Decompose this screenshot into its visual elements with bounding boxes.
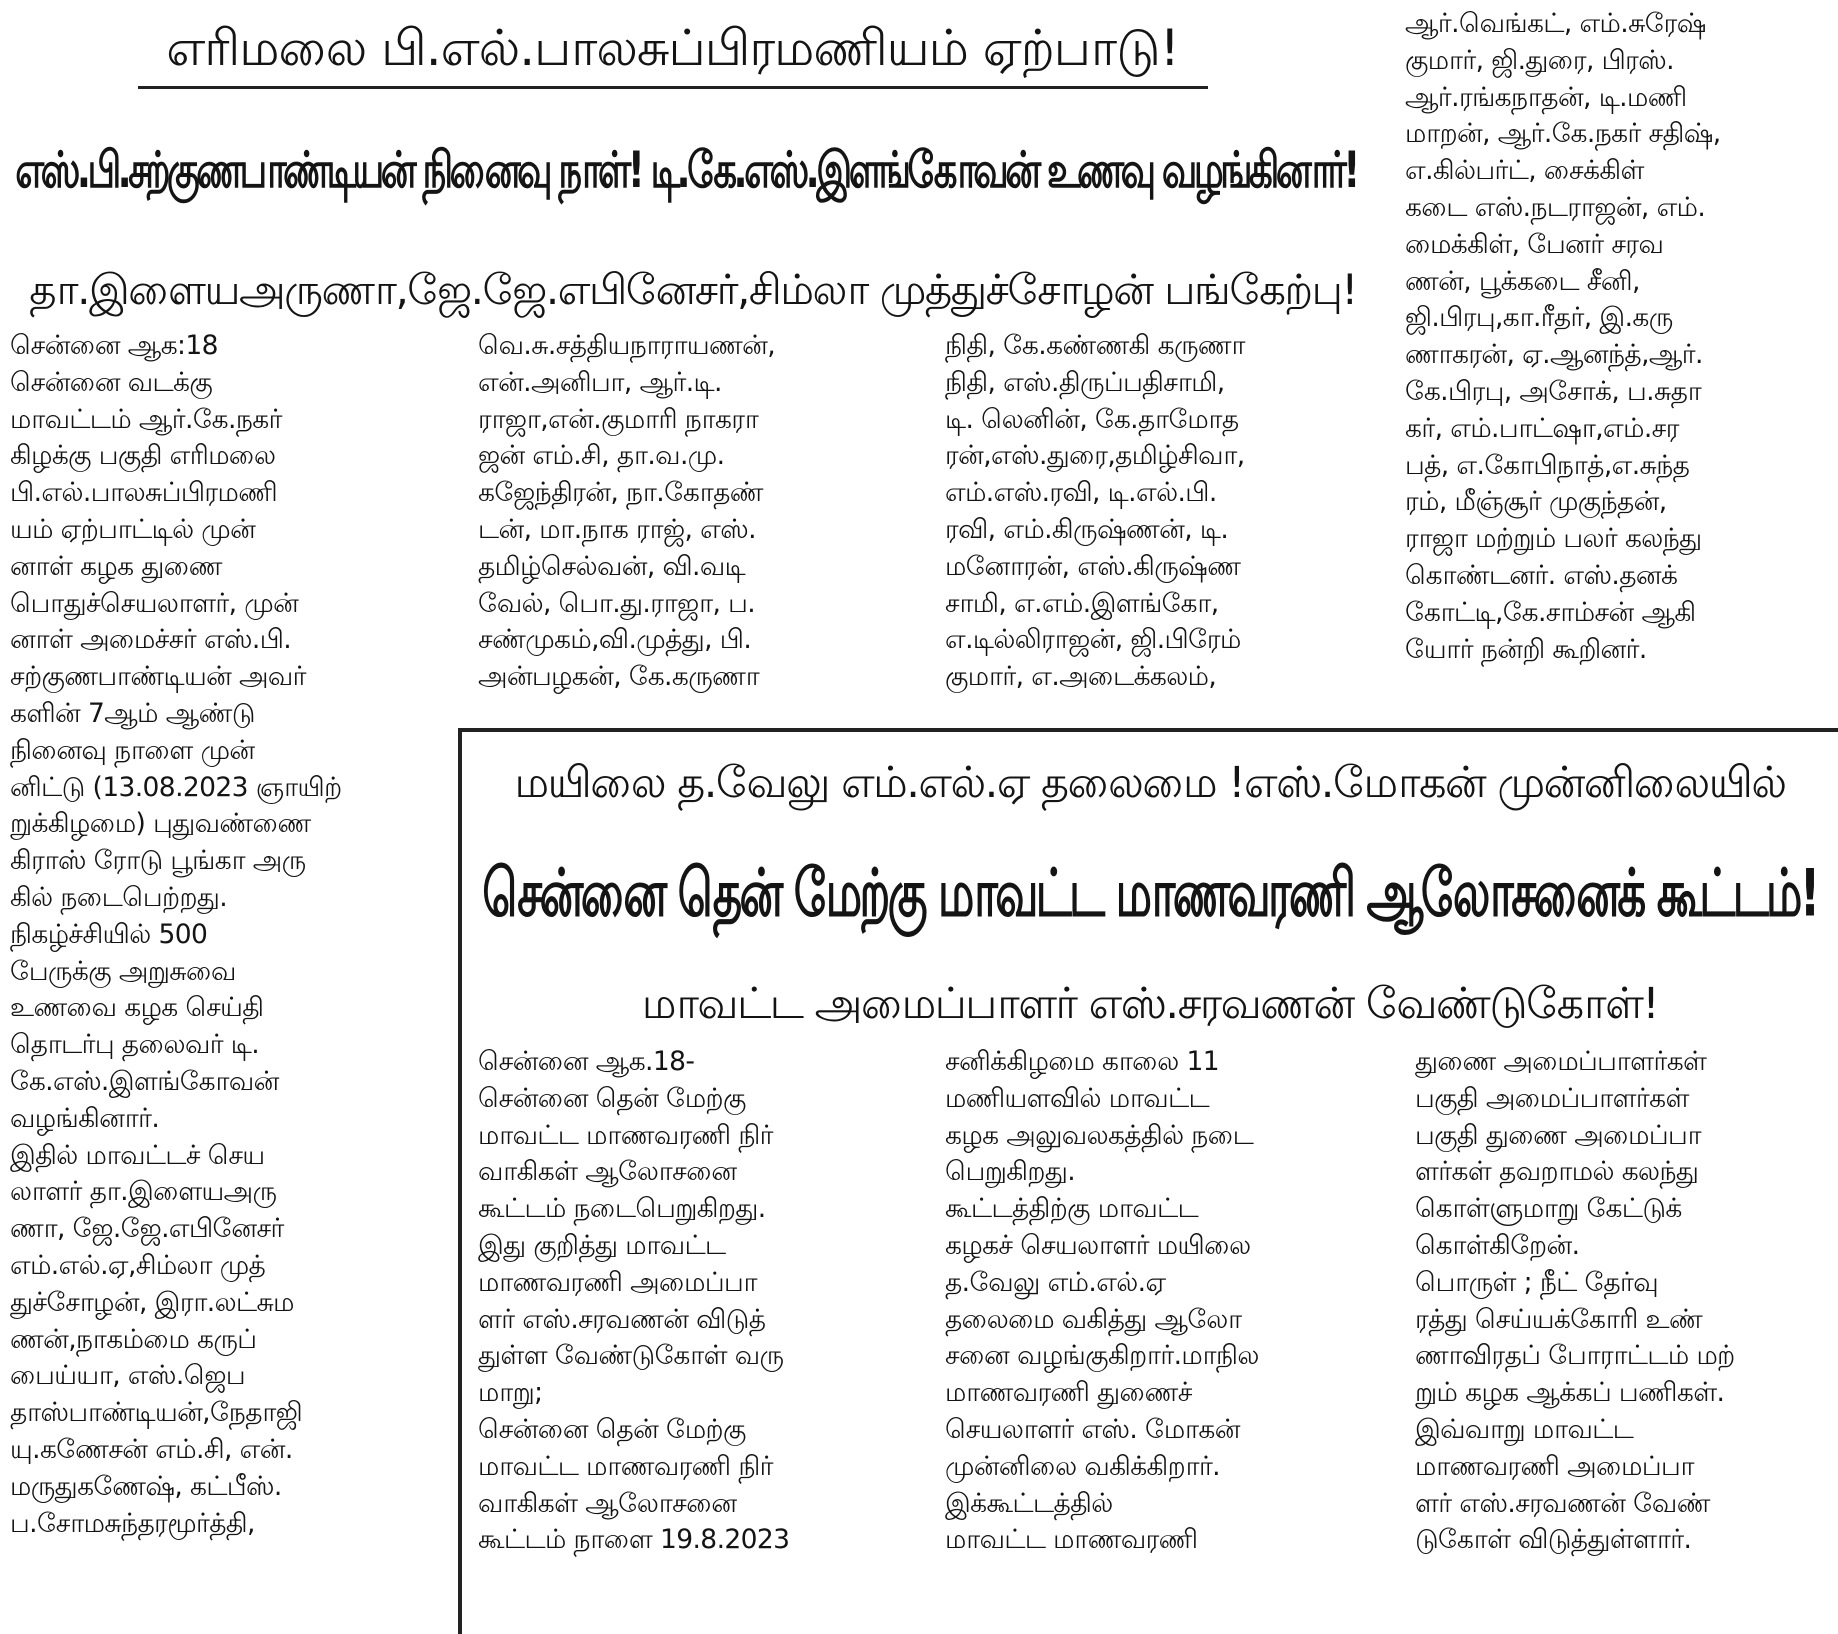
body-text-line: யு.கணேசன் எம்.சி, என். bbox=[10, 1433, 293, 1465]
body-text-line: கடை எஸ்.நடராஜன், எம். bbox=[1405, 191, 1706, 223]
body-text-line: லாளர் தா.இளையஅரு bbox=[10, 1176, 277, 1208]
body-text-line: கோட்டி,கே.சாம்சன் ஆகி bbox=[1405, 596, 1696, 628]
body-text-line: முன்னிலை வகிக்கிறார். bbox=[945, 1450, 1221, 1482]
body-text-line: ளர்கள் தவறாமல் கலந்து bbox=[1415, 1156, 1699, 1188]
body-text-line: மனோரன், எஸ்.கிருஷ்ண bbox=[945, 550, 1241, 582]
story2-box-top-border bbox=[458, 728, 1838, 732]
body-text-line: னாள் அமைச்சர் எஸ்.பி. bbox=[10, 624, 292, 656]
body-text-line: ஆர்.ரங்கநாதன், டி.மணி bbox=[1405, 81, 1687, 113]
body-text-line: மணியளவில் மாவட்ட bbox=[945, 1082, 1210, 1114]
body-text-line: அன்பழகன், கே.கருணா bbox=[478, 661, 760, 693]
body-text-line: மருதுகணேஷ், கட்பீஸ். bbox=[10, 1470, 282, 1502]
body-text-line: செயலாளர் எஸ். மோகன் bbox=[945, 1413, 1240, 1445]
body-text-line: னாள் கழக துணை bbox=[10, 550, 222, 582]
body-text-line: டி. லெனின், கே.தாமோத bbox=[945, 403, 1239, 435]
body-text-line: ஜன் எம்.சி, தா.வ.மு. bbox=[478, 440, 725, 472]
body-text-line: பெறுகிறது. bbox=[945, 1156, 1076, 1188]
body-text-line: கில் நடைபெற்றது. bbox=[10, 881, 228, 913]
body-text-line: சென்னை ஆக.18- bbox=[478, 1046, 695, 1077]
body-text-line: கொள்ளுமாறு கேட்டுக் bbox=[1415, 1193, 1682, 1225]
body-text-line: தலைமை வகித்து ஆலோ bbox=[945, 1303, 1242, 1335]
story1-subhead: தா.இளையஅருணா,ஜே.ஜே.எபினேசர்,சிம்லா முத்துச்சோழன் பங்கேற்பு! bbox=[29, 265, 1357, 314]
story1-column-3 bbox=[945, 328, 1365, 708]
body-text-line: ணன், பூக்கடை சீனி, bbox=[1405, 265, 1640, 297]
body-text-line: எம்.எஸ்.ரவி, டி.எல்.பி. bbox=[945, 477, 1217, 509]
body-text-line: கொள்கிறேன். bbox=[1415, 1229, 1580, 1261]
body-text-line: மாவட்ட மாணவரணி நிர் bbox=[478, 1119, 773, 1151]
body-text-line: சென்னை ஆக:18 bbox=[10, 330, 218, 361]
body-text-line: சனை வழங்குகிறார்.மாநில bbox=[945, 1340, 1259, 1372]
body-text-line: உணவை கழக செய்தி bbox=[10, 992, 264, 1024]
story1-kicker-rule bbox=[138, 86, 1208, 89]
body-text-line: ணன்,நாகம்மை கருப் bbox=[10, 1323, 257, 1355]
body-text-line: ணாகரன், ஏ.ஆனந்த்,ஆர். bbox=[1405, 339, 1703, 371]
body-text-line: மாவட்ட மாணவரணி bbox=[945, 1524, 1198, 1556]
body-text-line: பகுதி அமைப்பாளர்கள் bbox=[1415, 1082, 1689, 1114]
body-text-line: நினைவு நாளை முன் bbox=[10, 734, 255, 766]
body-text-line: மாணவரணி அமைப்பா bbox=[1415, 1450, 1694, 1482]
body-text-line: யம் ஏற்பாட்டில் முன் bbox=[10, 513, 256, 545]
body-text-line: மாறன், ஆர்.கே.நகர் சதிஷ், bbox=[1405, 118, 1721, 150]
body-text-line: களின் 7ஆம் ஆண்டு bbox=[10, 697, 255, 729]
body-text-line: நிதி, எஸ்.திருப்பதிசாமி, bbox=[945, 366, 1225, 398]
body-text-line: பைய்யா, எஸ்.ஜெப bbox=[10, 1360, 245, 1392]
body-text-line: சென்னை தென் மேற்கு bbox=[478, 1082, 746, 1114]
body-text-line: வாகிகள் ஆலோசனை bbox=[478, 1487, 737, 1519]
body-text-line: ஆர்.வெங்கட், எம்.சுரேஷ் bbox=[1405, 8, 1706, 39]
story2-box-left-border bbox=[458, 728, 462, 1634]
body-text-line: பொதுச்செயலாளர், முன் bbox=[10, 587, 299, 619]
body-text-line: வேல், பொ.து.ராஜா, ப. bbox=[478, 587, 756, 619]
body-text-line: மாவட்ட மாணவரணி நிர் bbox=[478, 1450, 773, 1482]
body-text-line: ரன்,எஸ்.துரை,தமிழ்சிவா, bbox=[945, 440, 1245, 472]
body-text-line: சனிக்கிழமை காலை 11 bbox=[945, 1046, 1220, 1077]
body-text-line: கூட்டம் நடைபெறுகிறது. bbox=[478, 1193, 766, 1225]
story2-headline: சென்னை தென் மேற்கு மாவட்ட மாணவரணி ஆலோசனைக் கூட்டம்! bbox=[482, 854, 1818, 932]
body-text-line: ணாவிரதப் போராட்டம் மற் bbox=[1415, 1340, 1735, 1372]
body-text-line: பகுதி துணை அமைப்பா bbox=[1415, 1119, 1701, 1151]
body-text-line: துணை அமைப்பாளர்கள் bbox=[1415, 1046, 1707, 1077]
story2-column-2 bbox=[945, 1044, 1370, 1594]
body-text-line: கொண்டனர். எஸ்.தனக் bbox=[1405, 559, 1678, 591]
body-text-line: துள்ள வேண்டுகோள் வரு bbox=[478, 1340, 784, 1372]
body-text-line: ராஜா,என்.குமாரி நாகரா bbox=[478, 403, 759, 435]
body-text-line: தமிழ்செல்வன், வி.வடி bbox=[478, 550, 746, 582]
body-text-line: வெ.சு.சத்தியநாராயணன், bbox=[478, 330, 776, 361]
body-text-line: ணா, ஜே.ஜே.எபினேசர் bbox=[10, 1213, 284, 1245]
body-text-line: கே.பிரபு, அசோக், ப.சுதா bbox=[1405, 375, 1702, 407]
body-text-line: சண்முகம்,வி.முத்து, பி. bbox=[478, 624, 752, 656]
body-text-line: கூட்டத்திற்கு மாவட்ட bbox=[945, 1193, 1199, 1225]
body-text-line: துச்சோழன், இரா.லட்சும bbox=[10, 1286, 294, 1318]
body-text-line: ரத்து செய்யக்கோரி உண் bbox=[1415, 1303, 1703, 1335]
body-text-line: இக்கூட்டத்தில் bbox=[945, 1487, 1113, 1519]
body-text-line: கர், எம்.பாட்ஷா,எம்.சர bbox=[1405, 412, 1679, 444]
body-text-line: சென்னை வடக்கு bbox=[10, 366, 213, 398]
body-text-line: ளர் எஸ்.சரவணன் வேண் bbox=[1415, 1487, 1710, 1519]
story1-column-4 bbox=[1405, 6, 1830, 706]
body-text-line: கூட்டம் நாளை 19.8.2023 bbox=[478, 1524, 790, 1556]
body-text-line: ஜி.பிரபு,கா.ரீதர், இ.கரு bbox=[1405, 302, 1673, 334]
body-text-line: இது குறித்து மாவட்ட bbox=[478, 1229, 726, 1261]
body-text-line: றும் கழக ஆக்கப் பணிகள். bbox=[1415, 1377, 1725, 1409]
body-text-line: மாறு; bbox=[478, 1377, 543, 1409]
body-text-line: கழக அலுவலகத்தில் நடை bbox=[945, 1119, 1254, 1151]
body-text-line: தாஸ்பாண்டியன்,நேதாஜி bbox=[10, 1397, 303, 1429]
body-text-line: யோர் நன்றி கூறினர். bbox=[1405, 633, 1647, 665]
body-text-line: நிகழ்ச்சியில் 500 bbox=[10, 918, 208, 950]
body-text-line: டன், மா.நாக ராஜ், எஸ். bbox=[478, 513, 756, 545]
body-text-line: குமார், எ.அடைக்கலம், bbox=[945, 661, 1217, 693]
body-text-line: மாணவரணி துணைச் bbox=[945, 1377, 1192, 1409]
body-text-line: பத், எ.கோபிநாத்,எ.சுந்த bbox=[1405, 449, 1690, 481]
body-text-line: நிதி, கே.கண்ணகி கருணா bbox=[945, 330, 1245, 361]
body-text-line: த.வேலு எம்.எல்.ஏ bbox=[945, 1266, 1166, 1298]
story1-kicker: எரிமலை பி.எல்.பாலசுப்பிரமணியம் ஏற்பாடு! bbox=[166, 19, 1179, 77]
body-text-line: கிழக்கு பகுதி எரிமலை bbox=[10, 440, 276, 472]
body-text-line: ளர் எஸ்.சரவணன் விடுத் bbox=[478, 1303, 766, 1335]
body-text-line: கிராஸ் ரோடு பூங்கா அரு bbox=[10, 845, 306, 877]
body-text-line: கழகச் செயலாளர் மயிலை bbox=[945, 1229, 1251, 1261]
body-text-line: எ.கில்பர்ட், சைக்கிள் bbox=[1405, 155, 1644, 187]
body-text-line: எ.டில்லிராஜன், ஜி.பிரேம் bbox=[945, 624, 1241, 656]
body-text-line: ரம், மீஞ்சூர் முகுந்தன், bbox=[1405, 486, 1667, 518]
story1-column-2 bbox=[478, 328, 910, 708]
story2-kicker: மயிலை த.வேலு எம்.எல்.ஏ தலைமை !எஸ்.மோகன் முன்னிலையில் bbox=[514, 758, 1786, 808]
body-text-line: வாகிகள் ஆலோசனை bbox=[478, 1156, 737, 1188]
body-text-line: வழங்கினார். bbox=[10, 1102, 160, 1134]
body-text-line: மாவட்டம் ஆர்.கே.நகர் bbox=[10, 403, 282, 435]
story2-column-3 bbox=[1415, 1044, 1835, 1594]
body-text-line: இவ்வாறு மாவட்ட bbox=[1415, 1413, 1634, 1445]
body-text-line: ராஜா மற்றும் பலர் கலந்து bbox=[1405, 523, 1702, 555]
body-text-line: பி.எல்.பாலசுப்பிரமணி bbox=[10, 477, 278, 509]
body-text-line: கே.எஸ்.இளங்கோவன் bbox=[10, 1065, 279, 1097]
body-text-line: பொருள் ; நீட் தேர்வு bbox=[1415, 1266, 1659, 1298]
body-text-line: மைக்கிள், பேனர் சரவ bbox=[1405, 228, 1664, 260]
story1-headline: எஸ்.பி.சற்குணபாண்டியன் நினைவு நாள்! டி.கே.எஸ்.இளங்கோவன் உணவு வழங்கினார்! bbox=[15, 141, 1357, 200]
body-text-line: பேருக்கு அறுசுவை bbox=[10, 955, 236, 987]
body-text-line: னிட்டு (13.08.2023 ஞாயிற் bbox=[10, 771, 342, 803]
body-text-line: எம்.எல்.ஏ,சிம்லா முத் bbox=[10, 1249, 266, 1281]
story2-subhead: மாவட்ட அமைப்பாளர் எஸ்.சரவணன் வேண்டுகோள்! bbox=[641, 979, 1659, 1029]
body-text-line: மாணவரணி அமைப்பா bbox=[478, 1266, 757, 1298]
body-text-line: சற்குணபாண்டியன் அவர் bbox=[10, 661, 306, 693]
body-text-line: டுகோள் விடுத்துள்ளார். bbox=[1415, 1524, 1692, 1556]
story2-column-1 bbox=[478, 1044, 910, 1594]
body-text-line: குமார், ஜி.துரை, பிரஸ். bbox=[1405, 44, 1674, 76]
body-text-line: சாமி, எ.எம்.இளங்கோ, bbox=[945, 587, 1219, 619]
body-text-line: தொடர்பு தலைவர் டி. bbox=[10, 1029, 260, 1061]
story1-column-1 bbox=[10, 328, 434, 1618]
body-text-line: சென்னை தென் மேற்கு bbox=[478, 1413, 746, 1445]
body-text-line: இதில் மாவட்டச் செய bbox=[10, 1139, 265, 1171]
body-text-line: என்.அனிபா, ஆர்.டி. bbox=[478, 366, 722, 398]
body-text-line: கஜேந்திரன், நா.கோதண் bbox=[478, 477, 763, 509]
body-text-line: ப.சோமசுந்தரமூர்த்தி, bbox=[10, 1507, 255, 1539]
body-text-line: ரவி, எம்.கிருஷ்ணன், டி. bbox=[945, 513, 1229, 545]
body-text-line: றுக்கிழமை) புதுவண்ணை bbox=[10, 808, 311, 840]
